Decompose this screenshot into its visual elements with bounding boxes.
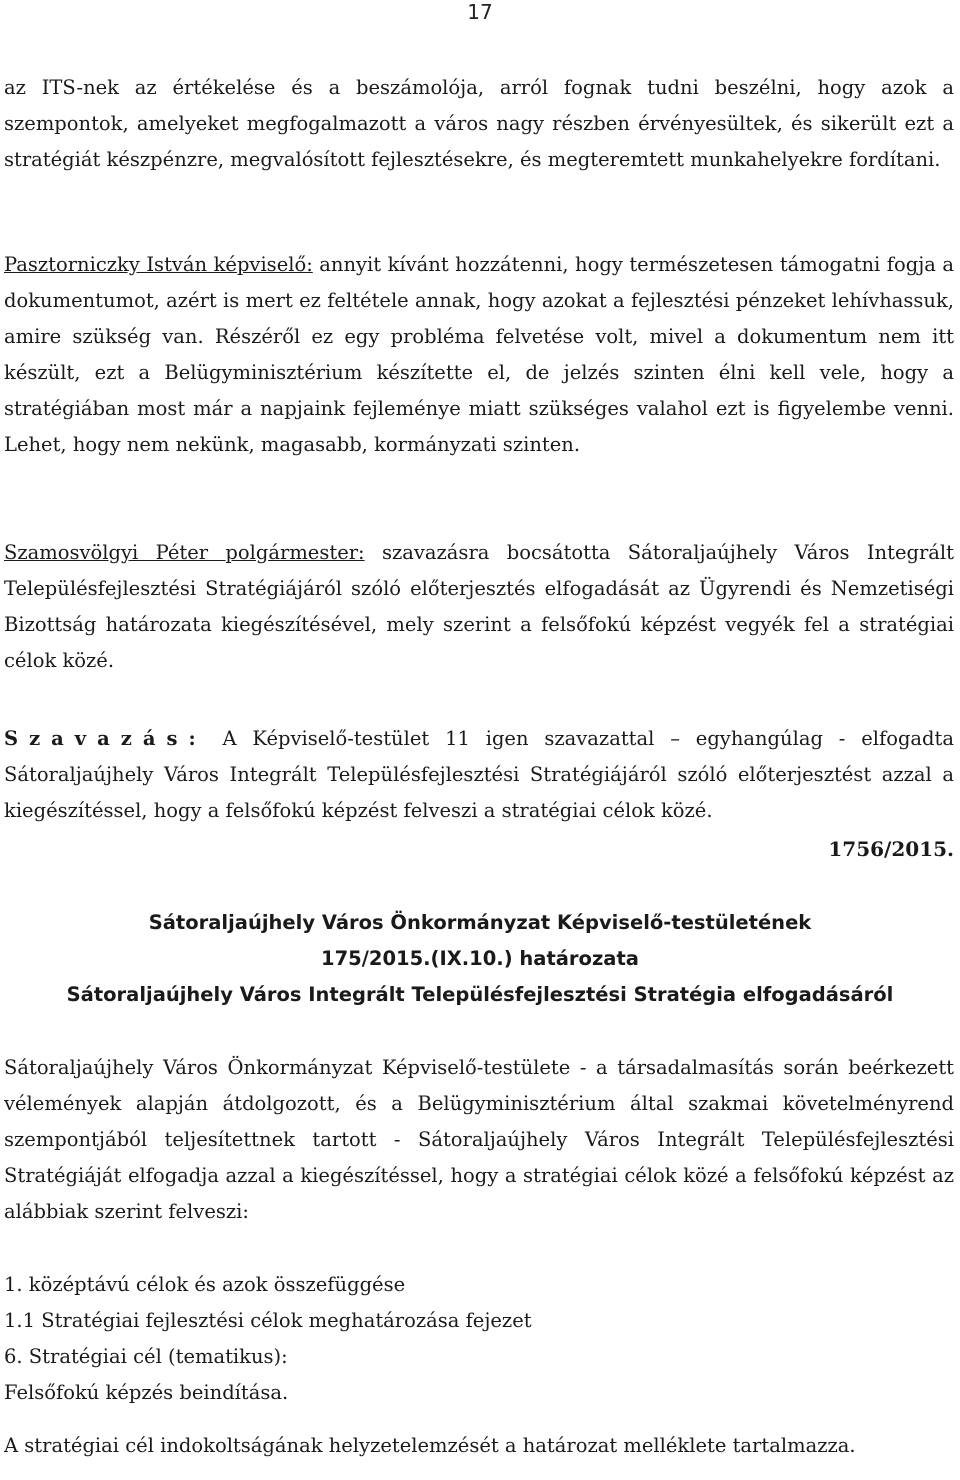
list-item: 6. Stratégiai cél (tematikus): [4, 1345, 288, 1368]
list-item: Felsőfokú képzés beindítása. [4, 1381, 289, 1404]
speaker-statement: annyit kívánt hozzátenni, hogy természetesen támogatni fogja a dokumentumot, azért is mert ez feltétele annak, hogy azokat a fejlesztési pénzeket lehívhassuk, amire szükség van. Részéről ez egy probléma felvetése volt, mivel a dokumentum nem itt készült, ezt a Belügyminisztérium készítette el, de jelzés szinten élni kell vele, hogy a stratégiában most már a napjaink fejleménye miatt szükséges valahol ezt is figyelembe venni. Lehet, hogy nem nekünk, magasabb, kormányzati szinten. [4, 253, 954, 456]
resolution-header [0, 905, 960, 1013]
list-item: 1.1 Stratégiai fejlesztési célok meghatározása fejezet [4, 1309, 532, 1332]
vote-text: A Képviselő-testület 11 igen szavazattal – egyhangúlag - elfogadta Sátoraljaújhely Város Integrált Településfejlesztési Stratégiájáról szóló előterjesztést azzal a kiegészítéssel, hogy a felsőfokú képzést felveszi a stratégiai célok közé. [4, 727, 954, 822]
resolution-number: 1756/2015. [828, 837, 954, 861]
vote-paragraph [4, 721, 954, 829]
paragraph-pasztorniczky [4, 247, 954, 463]
speaker-name: Szamosvölgyi Péter polgármester: [4, 541, 365, 564]
paragraph-its-evaluation: az ITS-nek az értékelése és a beszámolója, arról fognak tudni beszélni, hogy azok a szempontok, amelyeket megfogalmazott a város nagy részben érvényesültek, és sikerült ezt a stratégiát készpénzre, megvalósított fejlesztésekre, és megteremtett munkahelyekre fordítani. [4, 76, 954, 171]
paragraph-szamosvolgyi [4, 535, 954, 679]
annex-note: A stratégiai cél indokoltságának helyzetelemzését a határozat melléklete tartalmazza. [4, 1434, 856, 1457]
vote-label: Szavazás: [4, 727, 207, 750]
page-number: 17 [467, 0, 493, 24]
list-item: 1. középtávú célok és azok összefüggése [4, 1273, 406, 1296]
speaker-statement: szavazásra bocsátotta Sátoraljaújhely Város Integrált Településfejlesztési Stratégiájáról szóló előterjesztés elfogadását az Ügyrendi és Nemzetiségi Bizottság határozata kiegészítésével, mely szerint a felsőfokú képzést vegyék fel a stratégiai célok közé. [4, 541, 954, 672]
resolution-list [4, 1267, 954, 1411]
resolution-header-subject: Sátoraljaújhely Város Integrált Településfejlesztési Stratégia elfogadásáról [66, 983, 894, 1006]
speaker-name: Pasztorniczky István képviselő: [4, 253, 313, 276]
resolution-header-number: 175/2015.(IX.10.) határozata [321, 947, 639, 970]
resolution-header-body: Sátoraljaújhely Város Önkormányzat Képviselő-testületének [148, 911, 812, 934]
resolution-body: Sátoraljaújhely Város Önkormányzat Képviselő-testülete - a társadalmasítás során beérkezett vélemények alapján átdolgozott, és a Belügyminisztérium által szakmai követelményrend szempontjából teljesítettnek tartott - Sátoraljaújhely Város Integrált Településfejlesztési Stratégiáját elfogadja azzal a kiegészítéssel, hogy a stratégiai célok közé a felsőfokú képzést az alábbiak szerint felveszi: [4, 1056, 954, 1223]
